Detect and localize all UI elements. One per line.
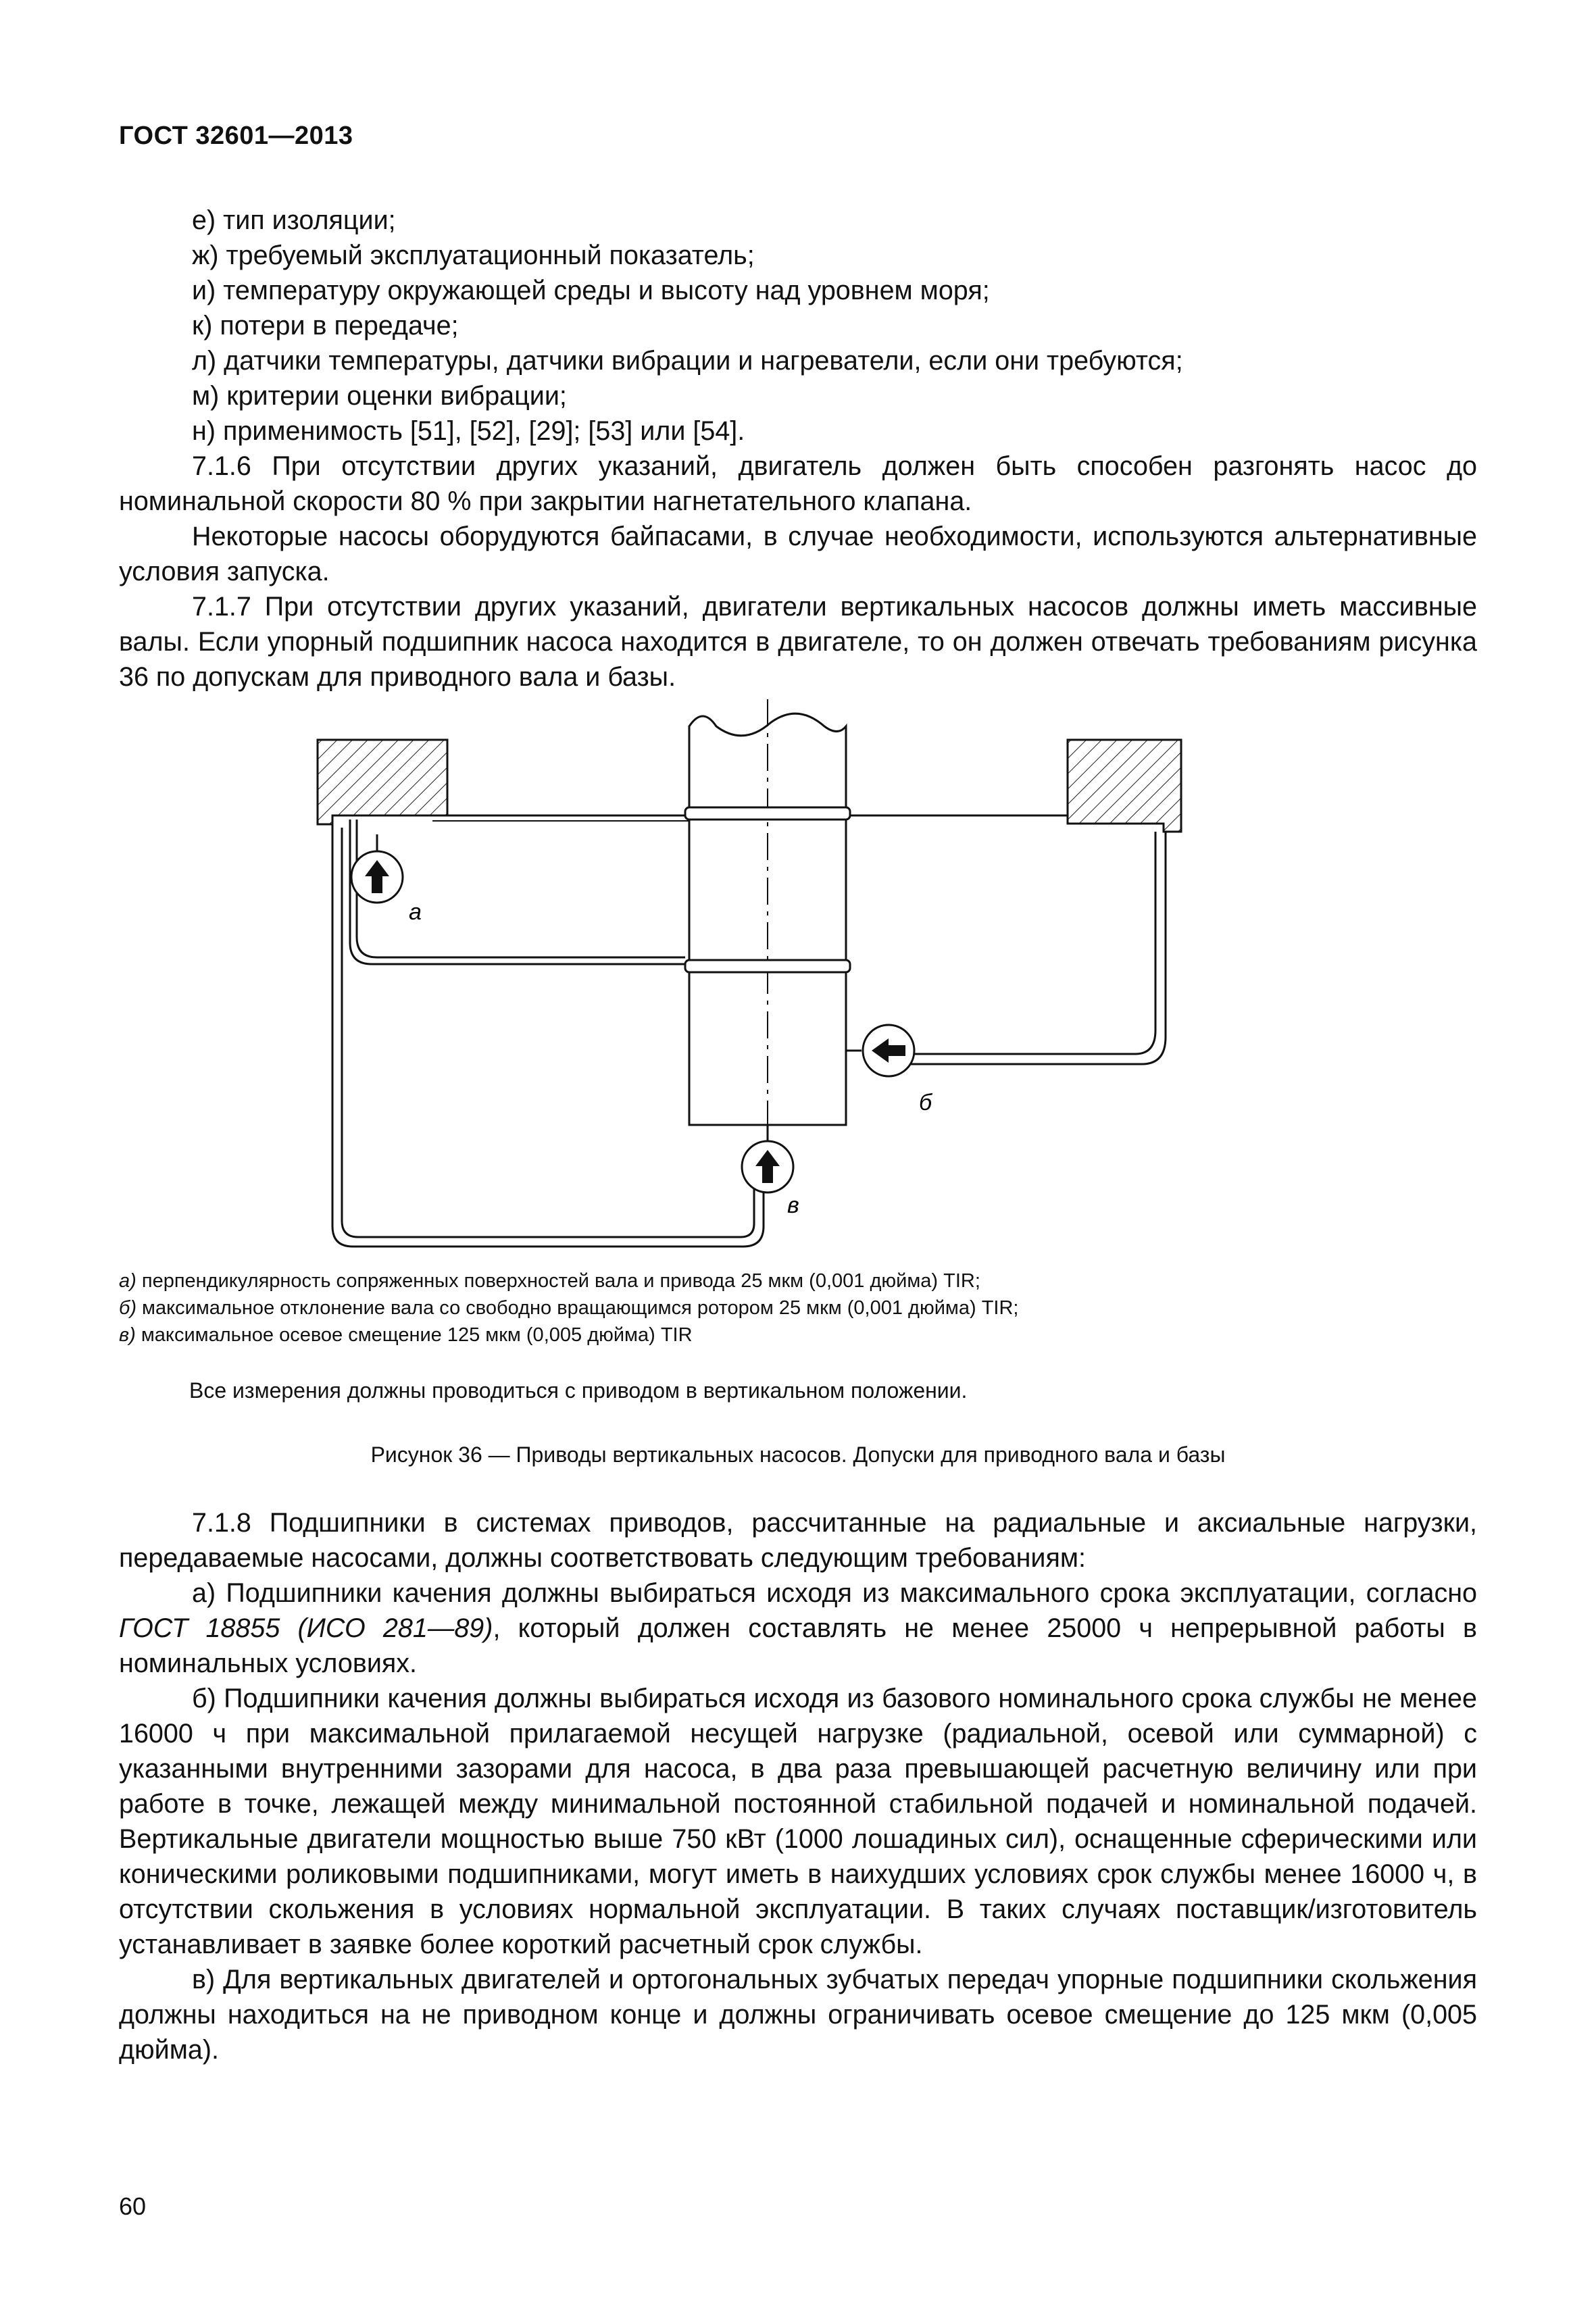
paragraph-7-1-7: 7.1.7 При отсутствии других указаний, двигатели вертикальных насосов должны иметь массивные валы. Если упорный подшипник насоса находится в двигателе, то он должен отвечать требованиям рисунка 36 по допускам для приводного вала и базы. xyxy=(119,592,1477,692)
page-number: 60 xyxy=(119,2192,147,2220)
list-item: л) датчики температуры, датчики вибрации и нагреватели, если они требуются; xyxy=(192,346,1183,376)
left-support-block xyxy=(318,740,447,824)
paragraph-bypass: Некоторые насосы оборудуются байпасами, в случае необходимости, используются альтернативные условия запуска. xyxy=(119,522,1477,586)
list-item: н) применимость [51], [52], [29]; [53] или [54]. xyxy=(192,416,745,446)
note-a: а) перпендикулярность сопряженных поверхностей вала и привода 25 мкм (0,001 дюйма) TIR; xyxy=(119,1270,980,1292)
paragraph-7-1-8: 7.1.8 Подшипники в системах приводов, рассчитанные на радиальные и аксиальные нагрузки, передаваемые насосами, должны соответствовать следующим требованиям: xyxy=(119,1508,1477,1573)
list-item: ж) требуемый эксплуатационный показатель; xyxy=(192,241,755,270)
label-a: а xyxy=(409,899,422,925)
label-b: б xyxy=(919,1090,932,1115)
text-block-upper xyxy=(119,203,1477,695)
paragraph-a: а) Подшипники качения должны выбираться исходя из максимального срока эксплуатации, согласно ГОСТ 18855 (ИСО 281—89), который должен составлять не менее 25000 ч непрерывной работы в номинальных условиях. xyxy=(119,1578,1477,1678)
note-b: б) максимальное отклонение вала со свободно вращающимся ротором 25 мкм (0,001 дюйма) TIR; xyxy=(119,1297,1019,1319)
list-item: м) критерии оценки вибрации; xyxy=(192,381,567,411)
list-item: и) температуру окружающей среды и высоту над уровнем моря; xyxy=(192,276,990,305)
text-block-lower xyxy=(119,1505,1477,2067)
measurements-note: Все измерения должны проводиться с приводом в вертикальном положении. xyxy=(189,1378,968,1403)
shaft xyxy=(685,699,850,1159)
figure-caption: Рисунок 36 — Приводы вертикальных насосов. Допуски для приводного вала и базы xyxy=(370,1442,1226,1467)
right-support-block xyxy=(1068,740,1181,832)
document-header: ГОСТ 32601—2013 xyxy=(119,122,353,150)
note-v: в) максимальное осевое смещение 125 мкм (0,005 дюйма) TIR xyxy=(119,1324,693,1346)
paragraph-b: б) Подшипники качения должны выбираться исходя из базового номинального срока службы не менее 16000 ч при максимальной прилагаемой несущей нагрузке (радиальной, осевой или суммарной) с указанными внутренними зазорами для насоса, в два раза превышающей расчетную величину или при работе в точке, лежащей между минимальной постоянной стабильной подачей и номинальной подачей. Вертикальные двигатели мощностью выше 750 кВт (1000 лошадиных сил), оснащенные сферическими или коническими роликовыми подшипниками, могут иметь в наихудших условиях срок службы менее 16000 ч, в отсутствии скольжения в условиях нормальной эксплуатации. В таких случаях поставщик/изготовитель устанавливает в заявке более короткий расчетный срок службы. xyxy=(119,1684,1477,1959)
list-item: к) потери в передаче; xyxy=(192,311,459,341)
gost-reference: ГОСТ 18855 (ИСО 281—89) xyxy=(119,1613,493,1643)
label-v: в xyxy=(787,1192,799,1218)
figure-notes xyxy=(119,1267,1416,1349)
paragraph-7-1-6: 7.1.6 При отсутствии других указаний, двигатель должен быть способен разгонять насос до номинальной скорости 80 % при закрытии нагнетательного клапана. xyxy=(119,451,1477,516)
figure-36-diagram xyxy=(270,699,1230,1260)
paragraph-v: в) Для вертикальных двигателей и ортогональных зубчатых передач упорные подшипники скольжения должны находиться на не приводном конце и должны ограничивать осевое смещение до 125 мкм (0,005 дюйма). xyxy=(119,1965,1477,2065)
list-item: е) тип изоляции; xyxy=(192,205,396,235)
dial-gauge-a xyxy=(350,820,685,964)
dial-gauge-b xyxy=(846,832,1166,1076)
